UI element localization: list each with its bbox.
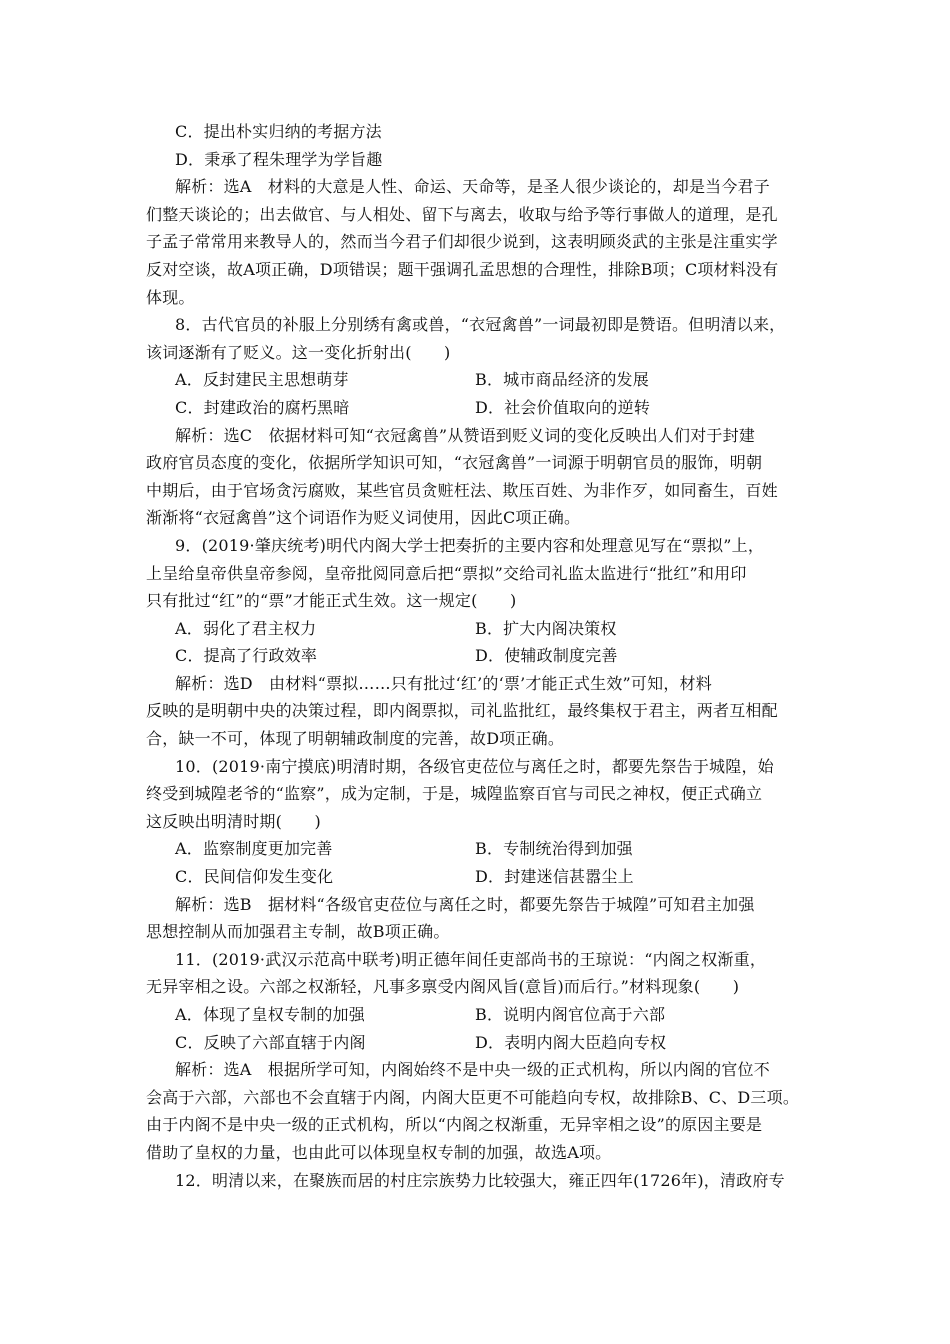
option-d: D．封建迷信甚嚣尘上 (475, 867, 634, 887)
analysis-line: 解析：选A 根据所学可知，内阁始终不是中央一级的正式机构，所以内阁的官位不 (175, 1060, 770, 1080)
option-b: B．说明内阁官位高于六部 (475, 1005, 666, 1024)
option-d: D．表明内阁大臣趋向专权 (475, 1032, 667, 1052)
question-stem: 上呈给皇帝供皇帝参阅，皇帝批阅同意后把“票拟”交给司礼监太监进行“批红”和用印 (146, 563, 747, 583)
analysis-line: 子孟子常常用来教导人的，然而当今君子们却很少说到，这表明顾炎武的主张是注重实学 (146, 232, 778, 252)
analysis-line: 合，缺一不可，体现了明朝辅政制度的完善，故D项正确。 (146, 729, 565, 749)
question-stem: 11．(2019·武汉示范高中联考)明正德年间任吏部尚书的王琼说：“内阁之权渐重， (175, 949, 767, 969)
options-row (146, 394, 814, 422)
analysis-line: 思想控制从而加强君主专制，故B项正确。 (146, 922, 450, 942)
option-a: A．监察制度更加完善 (175, 839, 333, 859)
option-d: D．使辅政制度完善 (475, 646, 618, 666)
analysis-line: 中期后，由于官场贪污腐败，某些官员贪赃枉法、欺压百姓、为非作歹，如同畜生，百姓 (146, 480, 778, 500)
options-row (146, 863, 814, 891)
option-b: B．扩大内阁决策权 (475, 618, 617, 638)
analysis-line: 们整天谈论的；出去做官、与人相处、留下与离去，收取与给予等行事做人的道理，是孔 (146, 204, 778, 224)
option-c: C．封建政治的腐朽黑暗 (175, 397, 350, 417)
question-stem: 只有批过“红”的“票”才能正式生效。这一规定( ) (146, 591, 517, 611)
analysis-line: 渐渐将“衣冠禽兽”这个词语作为贬义词使用，因此C项正确。 (146, 508, 581, 528)
question-stem: 终受到城隍老爷的“监察”，成为定制，于是，城隍监察百官与司民之神权，便正式确立 (146, 784, 763, 804)
question-8 (146, 311, 814, 532)
options-row (146, 642, 814, 670)
question-stem: 该词逐渐有了贬义。这一变化折射出( ) (146, 342, 451, 362)
document-page (146, 118, 814, 1194)
question-11 (146, 946, 814, 1167)
analysis-line: 解析：选C 依据材料可知“衣冠禽兽”从赞语到贬义词的变化反映出人们对于封建 (175, 425, 756, 445)
analysis-line: 解析：选D 由材料“票拟……只有批过‘红’的‘票’才能正式生效”可知，材料 (175, 673, 712, 693)
options-row (146, 366, 814, 394)
option-a: A．弱化了君主权力 (175, 618, 317, 638)
options-row (146, 1001, 814, 1029)
question-12 (146, 1167, 814, 1195)
analysis-line: 解析：选A 材料的大意是人性、命运、天命等，是圣人很少谈论的，却是当今君子 (175, 177, 770, 197)
option-a: A．体现了皇权专制的加强 (175, 1005, 365, 1024)
q7-option-c: C．提出朴实归纳的考据方法 (175, 122, 382, 141)
analysis-line: 反对空谈，故A项正确，D项错误；题干强调孔孟思想的合理性，排除B项；C项材料没有 (146, 259, 779, 279)
question-stem: 8．古代官员的补服上分别绣有禽或兽，“衣冠禽兽”一词最初即是赞语。但明清以来， (175, 315, 786, 335)
analysis-line: 借助了皇权的力量，也由此可以体现皇权专制的加强，故选A项。 (146, 1142, 612, 1162)
option-a: A．反封建民主思想萌芽 (175, 370, 349, 390)
options-row (146, 615, 814, 643)
options-row (146, 835, 814, 863)
option-b: B．城市商品经济的发展 (475, 370, 649, 390)
option-b: B．专制统治得到加强 (475, 839, 633, 859)
option-c: C．提高了行政效率 (175, 646, 318, 666)
q7-option-d: D．秉承了程朱理学为学旨趣 (175, 149, 383, 169)
analysis-line: 反映的是明朝中央的决策过程，即内阁票拟，司礼监批红，最终集权于君主，两者互相配 (146, 701, 778, 721)
question-10 (146, 753, 814, 946)
question-stem: 10．(2019·南宁摸底)明清时期，各级官吏莅位与离任之时，都要先祭告于城隍，始 (175, 756, 774, 776)
option-c: C．反映了六部直辖于内阁 (175, 1032, 366, 1052)
analysis-line: 会高于六部，六部也不会直辖于内阁，内阁大臣更不可能趋向专权，故排除B、C、D三项。 (146, 1087, 800, 1107)
question-9 (146, 532, 814, 753)
q7-analysis (146, 173, 814, 311)
option-c: C．民间信仰发生变化 (175, 867, 334, 887)
question-stem: 12．明清以来，在聚族而居的村庄宗族势力比较强大，雍正四年(1726年)，清政府专 (175, 1170, 785, 1190)
question-stem: 9．(2019·肇庆统考)明代内阁大学士把奏折的主要内容和处理意见写在“票拟”上， (175, 535, 765, 555)
option-d: D．社会价值取向的逆转 (475, 397, 651, 417)
options-row (146, 1029, 814, 1057)
analysis-line: 体现。 (146, 287, 195, 307)
analysis-line: 由于内阁不是中央一级的正式机构，所以“内阁之权渐重，无异宰相之设”的原因主要是 (146, 1115, 763, 1135)
question-stem: 无异宰相之设。六部之权渐轻，凡事多禀受内阁风旨(意旨)而后行。”材料现象( ) (146, 977, 740, 997)
question-stem: 这反映出明清时期( ) (146, 811, 321, 831)
analysis-line: 解析：选B 据材料“各级官吏莅位与离任之时，都要先祭告于城隍”可知君主加强 (175, 894, 755, 914)
analysis-line: 政府官员态度的变化，依据所学知识可知，“衣冠禽兽”一词源于明朝官员的服饰，明朝 (146, 453, 763, 473)
